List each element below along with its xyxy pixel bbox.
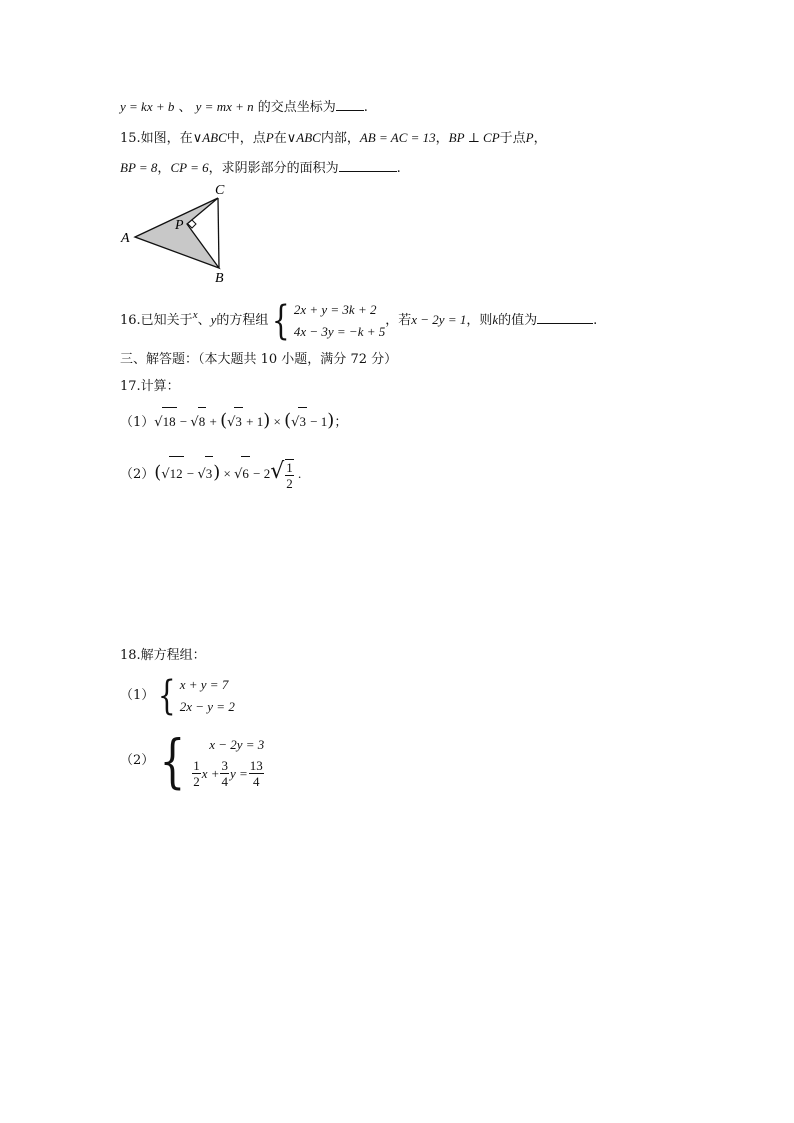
q16-cond-b: ，则 <box>466 313 493 328</box>
q17-part2 <box>120 455 301 492</box>
q18-p1-label: （1） <box>120 688 155 703</box>
q16-cond-a: ，若 <box>385 313 412 328</box>
q18-part2 <box>120 728 265 794</box>
q17-p1-expr: √18 − √8 + (√3 + 1) × (√3 − 1)； <box>154 414 347 429</box>
q18-p2-row1: x − 2y = 3 <box>209 737 265 752</box>
q15-triangle-1: ∨ABC <box>192 130 227 145</box>
q18-p2-label: （2） <box>120 753 155 768</box>
q18-p2-brace: { <box>159 726 186 795</box>
q15-answer-blank[interactable] <box>339 158 397 172</box>
q15-end: . <box>396 161 401 176</box>
label-c: C <box>215 183 225 198</box>
q15-comma: ， <box>435 131 449 146</box>
q18-p1-brace: { <box>158 672 176 719</box>
q15-comma2: ， <box>157 161 171 176</box>
q16-row2: 4x − 3y = −k + 5 <box>293 323 386 339</box>
q17-title: 17.计算： <box>120 379 180 394</box>
q15-point-p2: P <box>525 130 534 145</box>
q18-p1-system <box>154 674 235 718</box>
q18-p2-system <box>154 726 265 795</box>
q14-answer-blank[interactable] <box>336 97 364 111</box>
q16-var-y: y <box>210 312 217 327</box>
q16-row1: 2x + y = 3k + 2 <box>293 301 377 317</box>
q18-p1-row1: x + y = 7 <box>179 676 229 692</box>
q15-line1 <box>120 129 547 148</box>
q15-triangle-2: ∨ABC <box>286 130 321 145</box>
q18-p2-row2: $\frac{1}{2}$ x + $\frac{3}{4}$ y = $\frac{13}{4}$ <box>193 758 263 789</box>
q14-eq1: y = kx + b <box>120 99 175 114</box>
q16-end: . <box>593 313 598 328</box>
q15-text-e: 于点 <box>499 131 526 146</box>
q15-text-f: ， <box>533 131 547 146</box>
q18-p1-row2: 2x − y = 2 <box>179 698 235 714</box>
q16-var-k: k <box>492 312 499 327</box>
q14-sep: 、 <box>178 100 192 115</box>
q15-text-b: 中，点 <box>226 131 266 146</box>
q16-sep: 、 <box>197 313 211 328</box>
q14-end: . <box>363 100 368 115</box>
q15-line2 <box>120 158 401 178</box>
triangle-figure <box>115 180 245 288</box>
q17-p2-expr: (√12 − √3) × √6 − 2√ $\frac{1}{2}$ . <box>154 466 301 481</box>
q16-answer-blank[interactable] <box>537 310 593 324</box>
q15-ab-eq: AB = AC = 13 <box>359 130 436 145</box>
shaded-region <box>135 198 219 268</box>
q17-p1-label: （1） <box>120 415 155 430</box>
q18-p2-rhs-num: 13 <box>249 758 263 773</box>
q15-text-g: ，求阴影部分的面积为 <box>208 161 339 176</box>
q18-title: 18.解方程组： <box>120 648 206 663</box>
q17-part1 <box>120 407 347 437</box>
q15-text-c: 在 <box>273 131 287 146</box>
label-b: B <box>215 271 224 286</box>
segment-cb <box>218 198 219 268</box>
q15-text-d: 内部， <box>320 131 360 146</box>
q16-condition: x − 2y = 1 <box>411 312 467 327</box>
q14-line <box>120 97 368 117</box>
q15-perp: BP ⊥ CP <box>448 130 500 145</box>
q16-line <box>120 292 597 344</box>
q16-system <box>268 299 385 343</box>
q16-var-x: x <box>192 309 198 321</box>
label-a: A <box>121 231 130 246</box>
q14-eq2: y = mx + n <box>195 99 254 114</box>
label-p: P <box>175 218 184 233</box>
q14-text: 的交点坐标为 <box>257 100 336 115</box>
q16-tail: 的值为 <box>498 313 538 328</box>
q15-bp-eq: BP = 8 <box>120 160 158 175</box>
q16-prefix: 16.已知关于 <box>120 313 193 328</box>
q17-p2-label: （2） <box>120 467 155 482</box>
q15-point-p: P <box>265 130 274 145</box>
q15-cp-eq: CP = 6 <box>170 160 209 175</box>
section-3-heading: 三、解答题：（本大题共 10 小题，满分 72 分） <box>120 352 398 367</box>
q15-text-a: 15.如图，在 <box>120 131 193 146</box>
q16-brace: { <box>272 297 291 344</box>
q16-mid: 的方程组 <box>216 313 269 328</box>
q18-part1 <box>120 673 235 719</box>
